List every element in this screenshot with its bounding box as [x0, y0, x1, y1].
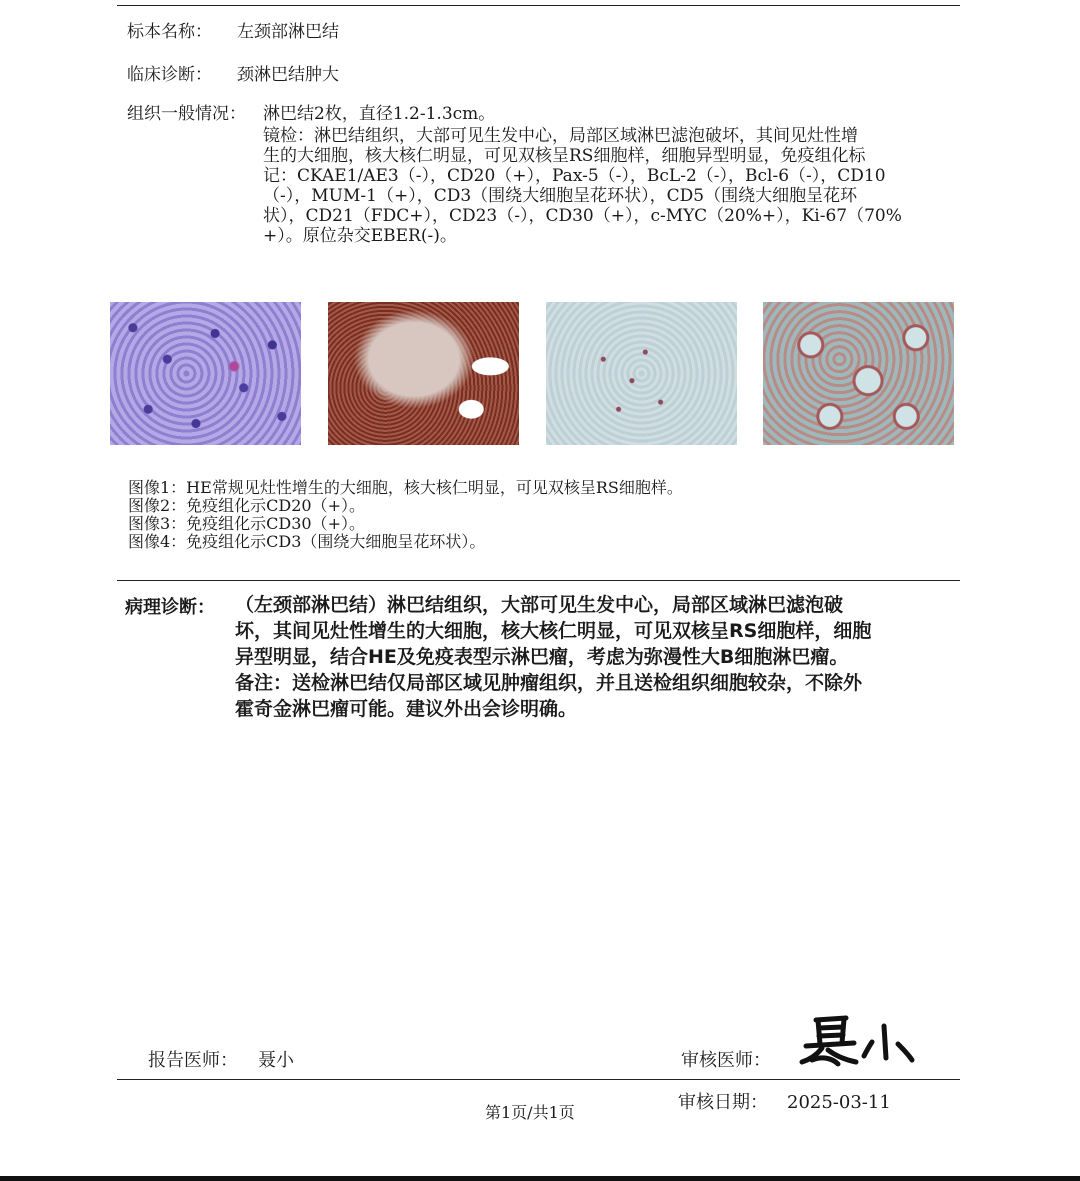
micrograph-he-image [110, 302, 301, 445]
micrograph-cd30-image [546, 302, 737, 445]
caption-4: 图像4：免疫组化示CD3（围绕大细胞呈花环状）。 [128, 532, 486, 551]
diagnosis-line: 异型明显，结合HE及免疫表型示淋巴瘤，考虑为弥漫性大B细胞淋巴瘤。 [235, 646, 849, 668]
reviewer-label: 审核医师： [681, 1050, 771, 1071]
review-date: 2025-03-11 [787, 1092, 891, 1113]
gross-line: 状），CD21（FDC+），CD23（-），CD30（+），c-MYC（20%+），Ki-67（70% [263, 206, 902, 226]
page-number: 第1页/共1页 [485, 1103, 575, 1122]
reviewer-signature [798, 1010, 923, 1072]
caption-1: 图像1：HE常规见灶性增生的大细胞，核大核仁明显，可见双核呈RS细胞样。 [128, 478, 683, 497]
top-rule [117, 5, 960, 6]
diagnosis-text [235, 592, 871, 722]
gross-line: 生的大细胞，核大核仁明显，可见双核呈RS细胞样，细胞异型明显，免疫组化标 [263, 146, 866, 166]
gross-line: 镜检：淋巴结组织，大部可见生发中心，局部区域淋巴滤泡破坏，其间见灶性增 [263, 126, 858, 146]
specimen-value: 左颈部淋巴结 [237, 22, 339, 42]
image-captions [128, 479, 683, 551]
reporter-label: 报告医师： [148, 1050, 238, 1071]
gross-line: 记：CKAE1/AE3（-），CD20（+），Pax-5（-），BcL-2（-），Bcl-6（-），CD10 [263, 166, 886, 186]
reporter-name: 聂小 [258, 1050, 294, 1071]
diagnosis-line: 霍奇金淋巴瘤可能。建议外出会诊明确。 [235, 698, 578, 720]
gross-line: （-），MUM-1（+），CD3（围绕大细胞呈花环状），CD5（围绕大细胞呈花环 [263, 186, 858, 206]
micrograph-cd20-image [328, 302, 519, 445]
footer-rule [117, 1079, 960, 1080]
micrograph-cd3-image [763, 302, 954, 445]
gross-label: 组织一般情况： [127, 104, 246, 124]
review-date-label: 审核日期： [678, 1092, 768, 1113]
clinical-label: 临床诊断： [127, 65, 212, 85]
diagnosis-line: 坏，其间见灶性增生的大细胞，核大核仁明显，可见双核呈RS细胞样，细胞 [235, 620, 872, 642]
caption-3: 图像3：免疫组化示CD30（+）。 [128, 514, 366, 533]
specimen-label: 标本名称： [127, 22, 212, 42]
caption-2: 图像2：免疫组化示CD20（+）。 [128, 496, 366, 515]
gross-line: +）。原位杂交EBER(-)。 [263, 226, 457, 246]
clinical-value: 颈淋巴结肿大 [237, 65, 339, 85]
gross-text [263, 104, 902, 246]
diagnosis-line: （左颈部淋巴结）淋巴结组织，大部可见生发中心，局部区域淋巴滤泡破 [235, 594, 844, 616]
gross-line: 淋巴结2枚，直径1.2-1.3cm。 [263, 104, 496, 124]
section-rule [117, 580, 960, 581]
bottom-border [0, 1176, 1080, 1181]
diagnosis-label: 病理诊断： [125, 597, 215, 618]
diagnosis-line: 备注：送检淋巴结仅局部区域见肿瘤组织，并且送检组织细胞较杂，不除外 [235, 672, 863, 694]
